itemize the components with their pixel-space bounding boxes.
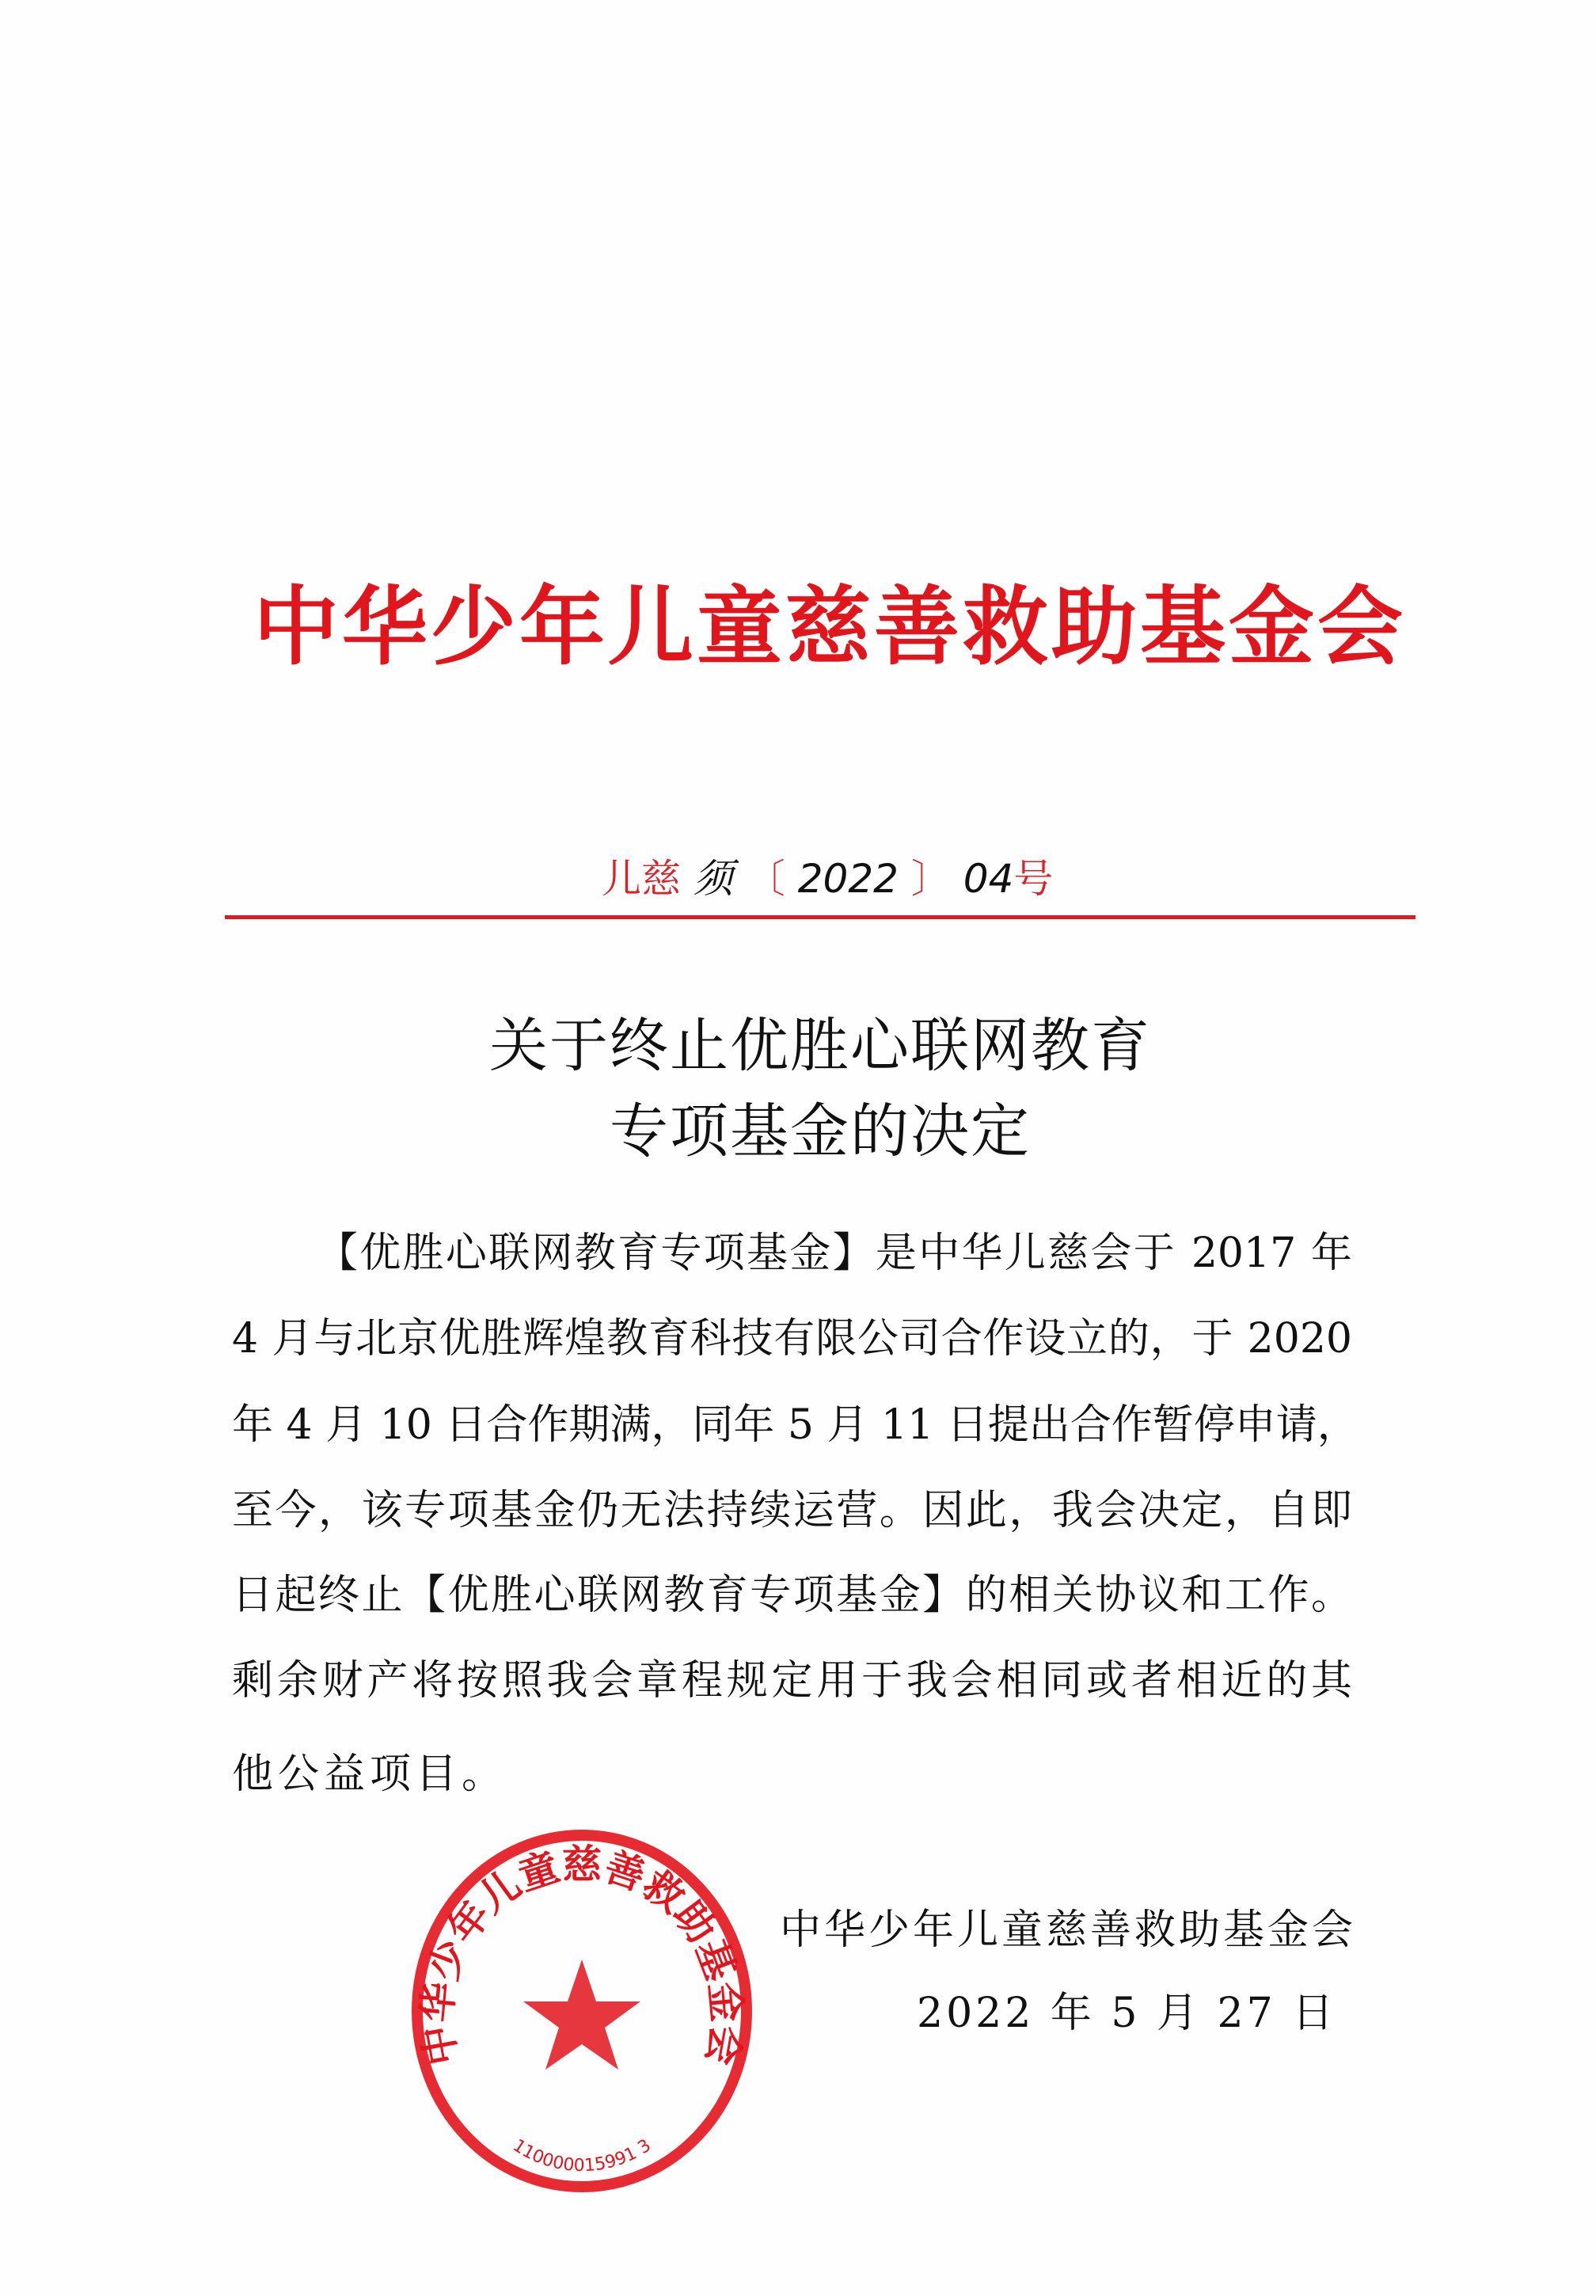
document-number bbox=[602, 847, 1053, 904]
doc-number-type: 须 bbox=[693, 856, 733, 902]
org-letterhead-title: 中华少年儿童慈善救助基金会 bbox=[253, 577, 1407, 677]
body-line: 年 4 月 10 日合作期满，同年 5 月 11 日提出合作暂停申请， bbox=[232, 1401, 1358, 1449]
body-line: 4 月与北京优胜辉煌教育科技有限公司合作设立的，于 2020 bbox=[232, 1315, 1352, 1363]
document-title-line-2: 专项基金的决定 bbox=[610, 1097, 1031, 1165]
doc-number-bracket-open: 〔 bbox=[745, 856, 785, 902]
red-divider-rule bbox=[225, 915, 1416, 919]
doc-number-serial: 04 bbox=[963, 856, 1014, 902]
doc-number-prefix: 儿慈 bbox=[602, 856, 681, 902]
doc-number-bracket-close: 〕 bbox=[910, 856, 951, 902]
seal-text: 中华少年儿童慈善救助基金会 bbox=[412, 1841, 751, 2070]
official-seal-stamp bbox=[408, 1829, 756, 2193]
body-line: 他公益项目。 bbox=[232, 1751, 508, 1798]
document-title-line-1: 关于终止优胜心联网教育 bbox=[489, 1012, 1151, 1080]
body-line: 剩余财产将按照我会章程规定用于我会相同或者相近的其 bbox=[232, 1657, 1352, 1705]
svg-text:110000015991 3 bbox=[509, 2135, 655, 2176]
body-line: 至今，该专项基金仍无法持续运营。因此，我会决定，自即 bbox=[232, 1487, 1352, 1534]
seal-code: 110000015991 3 bbox=[509, 2135, 655, 2176]
body-line: 【优胜心联网教育专项基金】是中华儿慈会于 2017 年 bbox=[317, 1230, 1352, 1277]
doc-number-year: 2022 bbox=[797, 856, 899, 902]
signature-date: 2022 年 5 月 27 日 bbox=[917, 1990, 1337, 2037]
body-line: 日起终止【优胜心联网教育专项基金】的相关协议和工作。 bbox=[232, 1572, 1352, 1619]
doc-number-suffix: 号 bbox=[1013, 856, 1054, 902]
signature-organization: 中华少年儿童慈善救助基金会 bbox=[780, 1906, 1357, 1954]
